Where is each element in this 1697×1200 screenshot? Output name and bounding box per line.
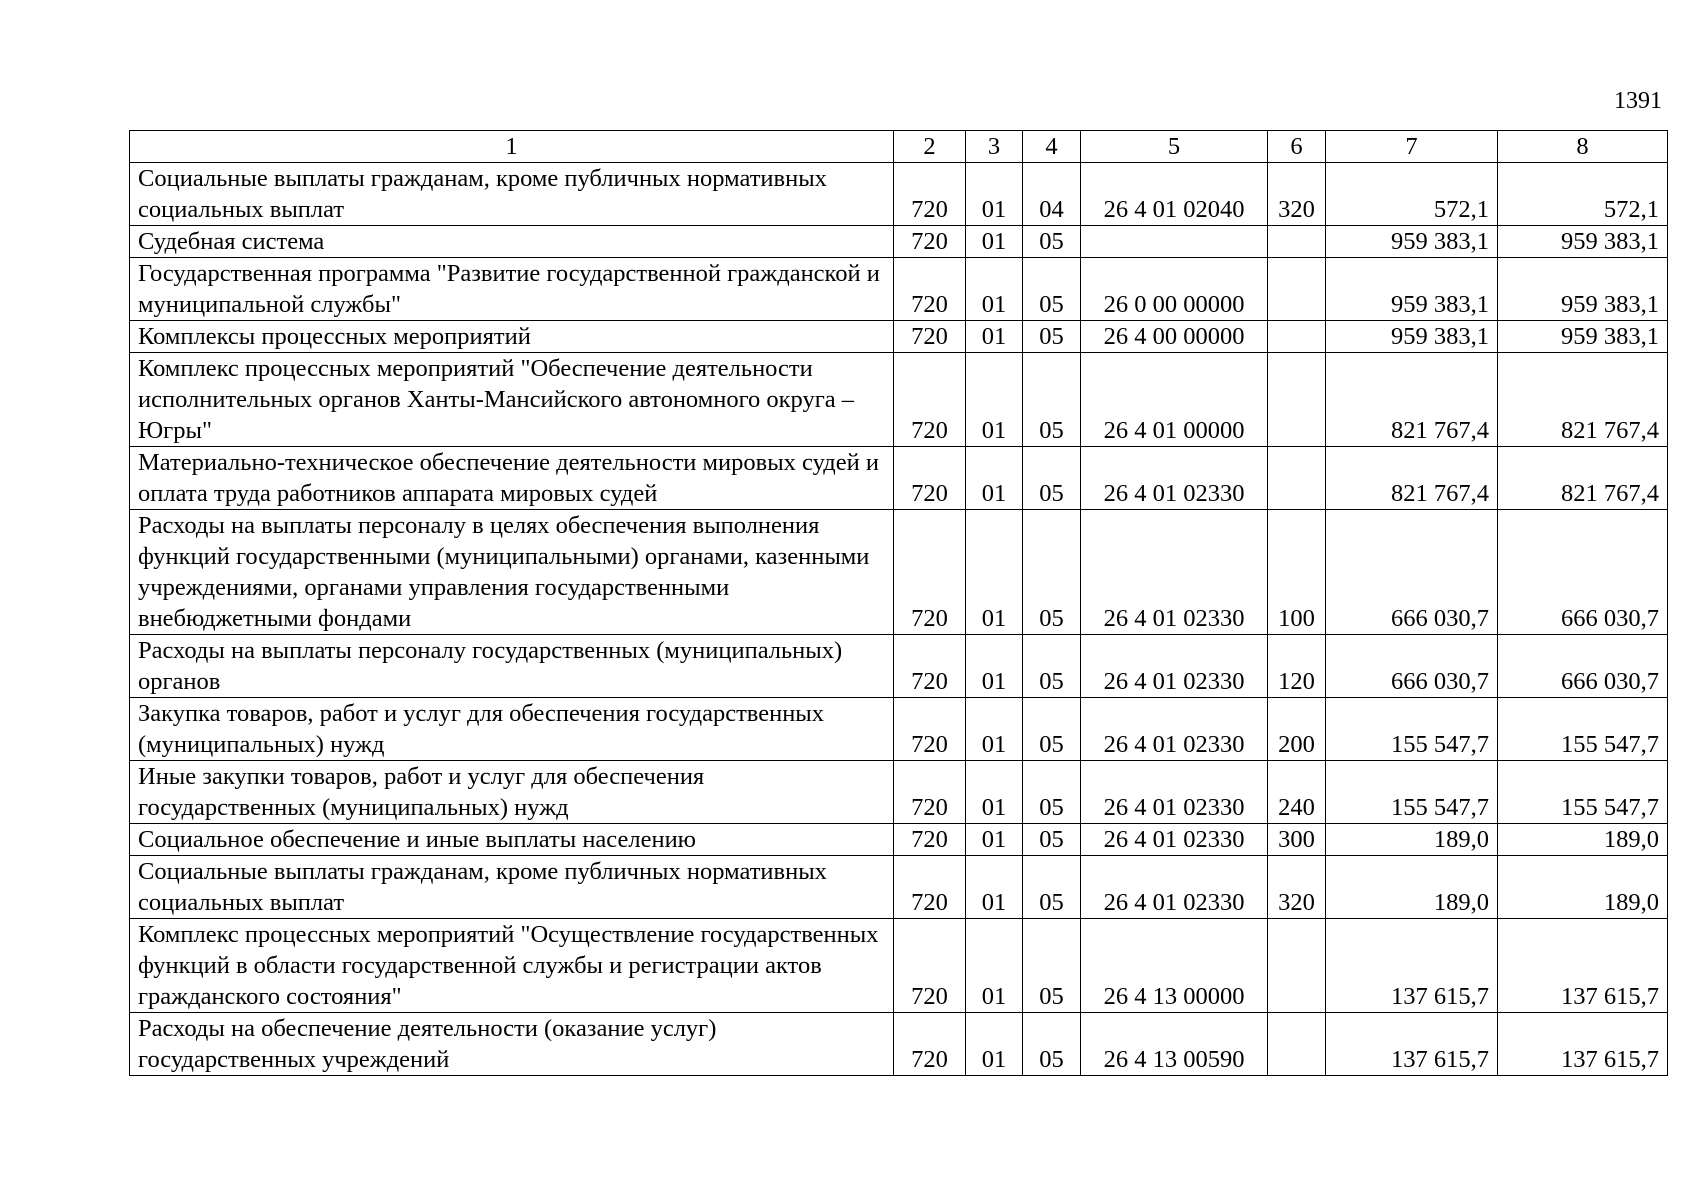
subsection-code-cell: 05 <box>1023 856 1081 919</box>
ministry-code-cell: 720 <box>894 856 966 919</box>
amount-cell: 959 383,1 <box>1326 258 1498 321</box>
row-name-cell: Социальные выплаты гражданам, кроме публичных нормативных социальных выплат <box>130 163 894 226</box>
ministry-code-cell: 720 <box>894 258 966 321</box>
target-article-cell: 26 4 01 02330 <box>1081 698 1268 761</box>
section-code-cell: 01 <box>966 698 1023 761</box>
amount-cell: 821 767,4 <box>1498 353 1668 447</box>
ministry-code-cell: 720 <box>894 824 966 856</box>
row-name-cell: Расходы на выплаты персоналу государственных (муниципальных) органов <box>130 635 894 698</box>
amount-cell: 959 383,1 <box>1326 226 1498 258</box>
section-code-cell: 01 <box>966 510 1023 635</box>
amount-cell: 155 547,7 <box>1498 761 1668 824</box>
ministry-code-cell: 720 <box>894 163 966 226</box>
target-article-cell: 26 4 13 00590 <box>1081 1013 1268 1076</box>
column-header: 2 <box>894 131 966 163</box>
amount-cell: 155 547,7 <box>1326 761 1498 824</box>
amount-cell: 666 030,7 <box>1326 510 1498 635</box>
target-article-cell: 26 4 00 00000 <box>1081 321 1268 353</box>
amount-cell: 189,0 <box>1498 856 1668 919</box>
section-code-cell: 01 <box>966 635 1023 698</box>
ministry-code-cell: 720 <box>894 226 966 258</box>
amount-cell: 137 615,7 <box>1498 1013 1668 1076</box>
table-row <box>130 1013 1668 1076</box>
amount-cell: 666 030,7 <box>1326 635 1498 698</box>
table-row <box>130 163 1668 226</box>
ministry-code-cell: 720 <box>894 353 966 447</box>
amount-cell: 959 383,1 <box>1498 258 1668 321</box>
section-code-cell: 01 <box>966 353 1023 447</box>
target-article-cell: 26 4 01 00000 <box>1081 353 1268 447</box>
ministry-code-cell: 720 <box>894 1013 966 1076</box>
amount-cell: 821 767,4 <box>1326 447 1498 510</box>
section-code-cell: 01 <box>966 321 1023 353</box>
row-name-cell: Иные закупки товаров, работ и услуг для обеспечения государственных (муниципальных) нужд <box>130 761 894 824</box>
expense-type-cell: 120 <box>1268 635 1326 698</box>
section-code-cell: 01 <box>966 447 1023 510</box>
target-article-cell <box>1081 226 1268 258</box>
amount-cell: 137 615,7 <box>1326 1013 1498 1076</box>
amount-cell: 572,1 <box>1498 163 1668 226</box>
target-article-cell: 26 4 13 00000 <box>1081 919 1268 1013</box>
amount-cell: 821 767,4 <box>1326 353 1498 447</box>
column-header: 7 <box>1326 131 1498 163</box>
expense-type-cell <box>1268 226 1326 258</box>
column-header: 5 <box>1081 131 1268 163</box>
subsection-code-cell: 05 <box>1023 698 1081 761</box>
table-row <box>130 258 1668 321</box>
subsection-code-cell: 05 <box>1023 447 1081 510</box>
ministry-code-cell: 720 <box>894 698 966 761</box>
section-code-cell: 01 <box>966 761 1023 824</box>
row-name-cell: Государственная программа "Развитие государственной гражданской и муниципальной службы" <box>130 258 894 321</box>
subsection-code-cell: 05 <box>1023 226 1081 258</box>
amount-cell: 155 547,7 <box>1326 698 1498 761</box>
expense-type-cell <box>1268 258 1326 321</box>
amount-cell: 189,0 <box>1326 856 1498 919</box>
section-code-cell: 01 <box>966 856 1023 919</box>
expense-type-cell <box>1268 447 1326 510</box>
subsection-code-cell: 05 <box>1023 258 1081 321</box>
row-name-cell: Закупка товаров, работ и услуг для обеспечения государственных (муниципальных) нужд <box>130 698 894 761</box>
table-row <box>130 824 1668 856</box>
row-name-cell: Социальные выплаты гражданам, кроме публичных нормативных социальных выплат <box>130 856 894 919</box>
target-article-cell: 26 4 01 02330 <box>1081 447 1268 510</box>
amount-cell: 189,0 <box>1326 824 1498 856</box>
expense-type-cell: 320 <box>1268 163 1326 226</box>
amount-cell: 572,1 <box>1326 163 1498 226</box>
ministry-code-cell: 720 <box>894 510 966 635</box>
page-number: 1391 <box>1614 88 1662 114</box>
ministry-code-cell: 720 <box>894 447 966 510</box>
amount-cell: 137 615,7 <box>1498 919 1668 1013</box>
amount-cell: 189,0 <box>1498 824 1668 856</box>
section-code-cell: 01 <box>966 1013 1023 1076</box>
subsection-code-cell: 04 <box>1023 163 1081 226</box>
ministry-code-cell: 720 <box>894 919 966 1013</box>
table-row <box>130 761 1668 824</box>
row-name-cell: Расходы на обеспечение деятельности (оказание услуг) государственных учреждений <box>130 1013 894 1076</box>
section-code-cell: 01 <box>966 258 1023 321</box>
expense-type-cell: 100 <box>1268 510 1326 635</box>
amount-cell: 959 383,1 <box>1498 321 1668 353</box>
table-row <box>130 353 1668 447</box>
table-row <box>130 447 1668 510</box>
subsection-code-cell: 05 <box>1023 761 1081 824</box>
subsection-code-cell: 05 <box>1023 919 1081 1013</box>
row-name-cell: Комплекс процессных мероприятий "Осуществление государственных функций в области государственной службы и регистрации актов гражданского состояния" <box>130 919 894 1013</box>
column-header: 3 <box>966 131 1023 163</box>
expense-type-cell <box>1268 1013 1326 1076</box>
amount-cell: 821 767,4 <box>1498 447 1668 510</box>
table-body <box>130 163 1668 1076</box>
amount-cell: 155 547,7 <box>1498 698 1668 761</box>
section-code-cell: 01 <box>966 226 1023 258</box>
budget-table <box>129 130 1668 1076</box>
table-row <box>130 698 1668 761</box>
expense-type-cell <box>1268 919 1326 1013</box>
expense-type-cell <box>1268 321 1326 353</box>
amount-cell: 666 030,7 <box>1498 635 1668 698</box>
column-header: 6 <box>1268 131 1326 163</box>
row-name-cell: Судебная система <box>130 226 894 258</box>
target-article-cell: 26 0 00 00000 <box>1081 258 1268 321</box>
column-header: 4 <box>1023 131 1081 163</box>
section-code-cell: 01 <box>966 919 1023 1013</box>
subsection-code-cell: 05 <box>1023 321 1081 353</box>
target-article-cell: 26 4 01 02330 <box>1081 856 1268 919</box>
table-row <box>130 321 1668 353</box>
table-row <box>130 226 1668 258</box>
table-header-row <box>130 131 1668 163</box>
target-article-cell: 26 4 01 02330 <box>1081 635 1268 698</box>
target-article-cell: 26 4 01 02330 <box>1081 824 1268 856</box>
subsection-code-cell: 05 <box>1023 510 1081 635</box>
table-row <box>130 919 1668 1013</box>
row-name-cell: Социальное обеспечение и иные выплаты населению <box>130 824 894 856</box>
amount-cell: 666 030,7 <box>1498 510 1668 635</box>
row-name-cell: Комплексы процессных мероприятий <box>130 321 894 353</box>
target-article-cell: 26 4 01 02040 <box>1081 163 1268 226</box>
target-article-cell: 26 4 01 02330 <box>1081 510 1268 635</box>
subsection-code-cell: 05 <box>1023 824 1081 856</box>
amount-cell: 959 383,1 <box>1326 321 1498 353</box>
amount-cell: 959 383,1 <box>1498 226 1668 258</box>
expense-type-cell: 240 <box>1268 761 1326 824</box>
row-name-cell: Комплекс процессных мероприятий "Обеспечение деятельности исполнительных органов Ханты-Мансийского автономного округа – Югры" <box>130 353 894 447</box>
column-header: 1 <box>130 131 894 163</box>
table-row <box>130 510 1668 635</box>
expense-type-cell <box>1268 353 1326 447</box>
column-header: 8 <box>1498 131 1668 163</box>
table-row <box>130 635 1668 698</box>
subsection-code-cell: 05 <box>1023 635 1081 698</box>
subsection-code-cell: 05 <box>1023 1013 1081 1076</box>
row-name-cell: Расходы на выплаты персоналу в целях обеспечения выполнения функций государственными (муниципальными) органами, казенными учреждениями, органами управления государственными внебюджетными фондами <box>130 510 894 635</box>
ministry-code-cell: 720 <box>894 761 966 824</box>
amount-cell: 137 615,7 <box>1326 919 1498 1013</box>
subsection-code-cell: 05 <box>1023 353 1081 447</box>
ministry-code-cell: 720 <box>894 635 966 698</box>
row-name-cell: Материально-техническое обеспечение деятельности мировых судей и оплата труда работников аппарата мировых судей <box>130 447 894 510</box>
expense-type-cell: 320 <box>1268 856 1326 919</box>
expense-type-cell: 200 <box>1268 698 1326 761</box>
target-article-cell: 26 4 01 02330 <box>1081 761 1268 824</box>
table-row <box>130 856 1668 919</box>
section-code-cell: 01 <box>966 824 1023 856</box>
ministry-code-cell: 720 <box>894 321 966 353</box>
expense-type-cell: 300 <box>1268 824 1326 856</box>
section-code-cell: 01 <box>966 163 1023 226</box>
